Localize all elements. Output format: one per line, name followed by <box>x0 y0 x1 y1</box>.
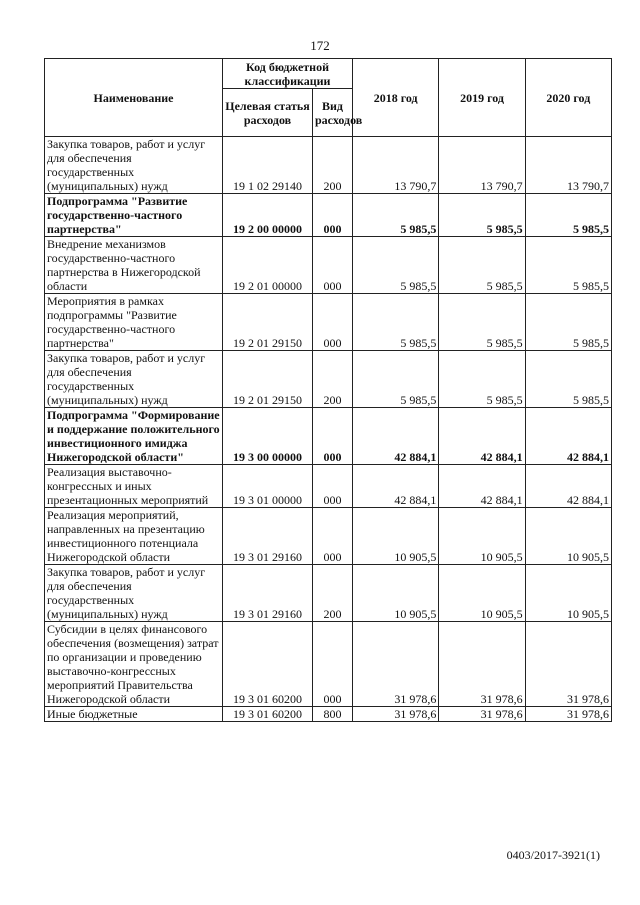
cell-2020: 10 905,5 <box>525 565 611 622</box>
cell-type: 000 <box>313 237 353 294</box>
cell-2020: 31 978,6 <box>525 622 611 707</box>
cell-type: 000 <box>313 622 353 707</box>
table-row <box>45 565 612 622</box>
cell-2018: 10 905,5 <box>353 508 439 565</box>
header-code-type: Вид расходов <box>313 89 353 137</box>
cell-2018: 42 884,1 <box>353 465 439 508</box>
cell-name: Мероприятия в рамках подпрограммы "Развитие государственно-частного партнерства" <box>45 294 223 351</box>
cell-2018: 31 978,6 <box>353 622 439 707</box>
table-body <box>45 137 612 722</box>
cell-2018: 5 985,5 <box>353 194 439 237</box>
cell-2020: 5 985,5 <box>525 351 611 408</box>
cell-code: 19 3 01 29160 <box>223 565 313 622</box>
cell-2018: 31 978,6 <box>353 707 439 722</box>
cell-2018: 5 985,5 <box>353 237 439 294</box>
cell-name: Реализация мероприятий, направленных на презентацию инвестиционного потенциала Нижегородской области <box>45 508 223 565</box>
table-row <box>45 194 612 237</box>
cell-type: 800 <box>313 707 353 722</box>
cell-code: 19 3 01 60200 <box>223 622 313 707</box>
cell-name: Подпрограмма "Формирование и поддержание положительного инвестиционного имиджа Нижегородской области" <box>45 408 223 465</box>
cell-code: 19 3 01 29160 <box>223 508 313 565</box>
cell-2019: 5 985,5 <box>439 294 525 351</box>
cell-type: 200 <box>313 565 353 622</box>
cell-2020: 5 985,5 <box>525 194 611 237</box>
cell-code: 19 3 01 00000 <box>223 465 313 508</box>
cell-2018: 13 790,7 <box>353 137 439 194</box>
table-row <box>45 294 612 351</box>
cell-type: 000 <box>313 408 353 465</box>
cell-2019: 10 905,5 <box>439 565 525 622</box>
cell-2019: 5 985,5 <box>439 194 525 237</box>
table-row <box>45 622 612 707</box>
table-row <box>45 465 612 508</box>
cell-2020: 5 985,5 <box>525 294 611 351</box>
header-code-target: Целевая статья расходов <box>223 89 313 137</box>
cell-2020: 31 978,6 <box>525 707 611 722</box>
table-header <box>45 59 612 137</box>
cell-code: 19 2 01 29150 <box>223 351 313 408</box>
cell-type: 000 <box>313 294 353 351</box>
document-code: 0403/2017-3921(1) <box>506 848 600 862</box>
header-year-2019: 2019 год <box>439 59 525 137</box>
cell-2019: 31 978,6 <box>439 707 525 722</box>
cell-type: 000 <box>313 508 353 565</box>
header-name: Наименование <box>45 59 223 137</box>
table-row <box>45 351 612 408</box>
cell-code: 19 3 00 00000 <box>223 408 313 465</box>
cell-2020: 5 985,5 <box>525 237 611 294</box>
cell-type: 200 <box>313 137 353 194</box>
cell-code: 19 2 01 29150 <box>223 294 313 351</box>
cell-2020: 10 905,5 <box>525 508 611 565</box>
cell-2019: 13 790,7 <box>439 137 525 194</box>
cell-type: 000 <box>313 194 353 237</box>
cell-name: Подпрограмма "Развитие государственно-частного партнерства" <box>45 194 223 237</box>
cell-name: Закупка товаров, работ и услуг для обеспечения государственных (муниципальных) нужд <box>45 351 223 408</box>
page-number: 172 <box>310 38 330 53</box>
cell-name: Реализация выставочно-конгрессных и иных презентационных мероприятий <box>45 465 223 508</box>
cell-type: 000 <box>313 465 353 508</box>
cell-2020: 13 790,7 <box>525 137 611 194</box>
cell-code: 19 2 01 00000 <box>223 237 313 294</box>
cell-2019: 31 978,6 <box>439 622 525 707</box>
header-year-2018: 2018 год <box>353 59 439 137</box>
budget-table <box>44 58 612 722</box>
cell-2019: 42 884,1 <box>439 465 525 508</box>
cell-2018: 5 985,5 <box>353 294 439 351</box>
cell-name: Иные бюджетные <box>45 707 223 722</box>
cell-name: Закупка товаров, работ и услуг для обеспечения государственных (муниципальных) нужд <box>45 137 223 194</box>
cell-2020: 42 884,1 <box>525 465 611 508</box>
header-code-group: Код бюджетной классификации <box>223 59 353 89</box>
cell-name: Внедрение механизмов государственно-частного партнерства в Нижегородской области <box>45 237 223 294</box>
cell-2019: 5 985,5 <box>439 351 525 408</box>
cell-2018: 10 905,5 <box>353 565 439 622</box>
table-row <box>45 707 612 722</box>
header-year-2020: 2020 год <box>525 59 611 137</box>
cell-2018: 42 884,1 <box>353 408 439 465</box>
cell-2018: 5 985,5 <box>353 351 439 408</box>
cell-code: 19 2 00 00000 <box>223 194 313 237</box>
cell-2019: 10 905,5 <box>439 508 525 565</box>
cell-2019: 42 884,1 <box>439 408 525 465</box>
table-row <box>45 408 612 465</box>
cell-name: Субсидии в целях финансового обеспечения (возмещения) затрат по организации и проведению выставочно-конгрессных мероприятий Правительства Нижегородской области <box>45 622 223 707</box>
cell-type: 200 <box>313 351 353 408</box>
cell-code: 19 3 01 60200 <box>223 707 313 722</box>
cell-2020: 42 884,1 <box>525 408 611 465</box>
cell-2019: 5 985,5 <box>439 237 525 294</box>
cell-name: Закупка товаров, работ и услуг для обеспечения государственных (муниципальных) нужд <box>45 565 223 622</box>
cell-code: 19 1 02 29140 <box>223 137 313 194</box>
table-row <box>45 137 612 194</box>
table-row <box>45 237 612 294</box>
table-row <box>45 508 612 565</box>
